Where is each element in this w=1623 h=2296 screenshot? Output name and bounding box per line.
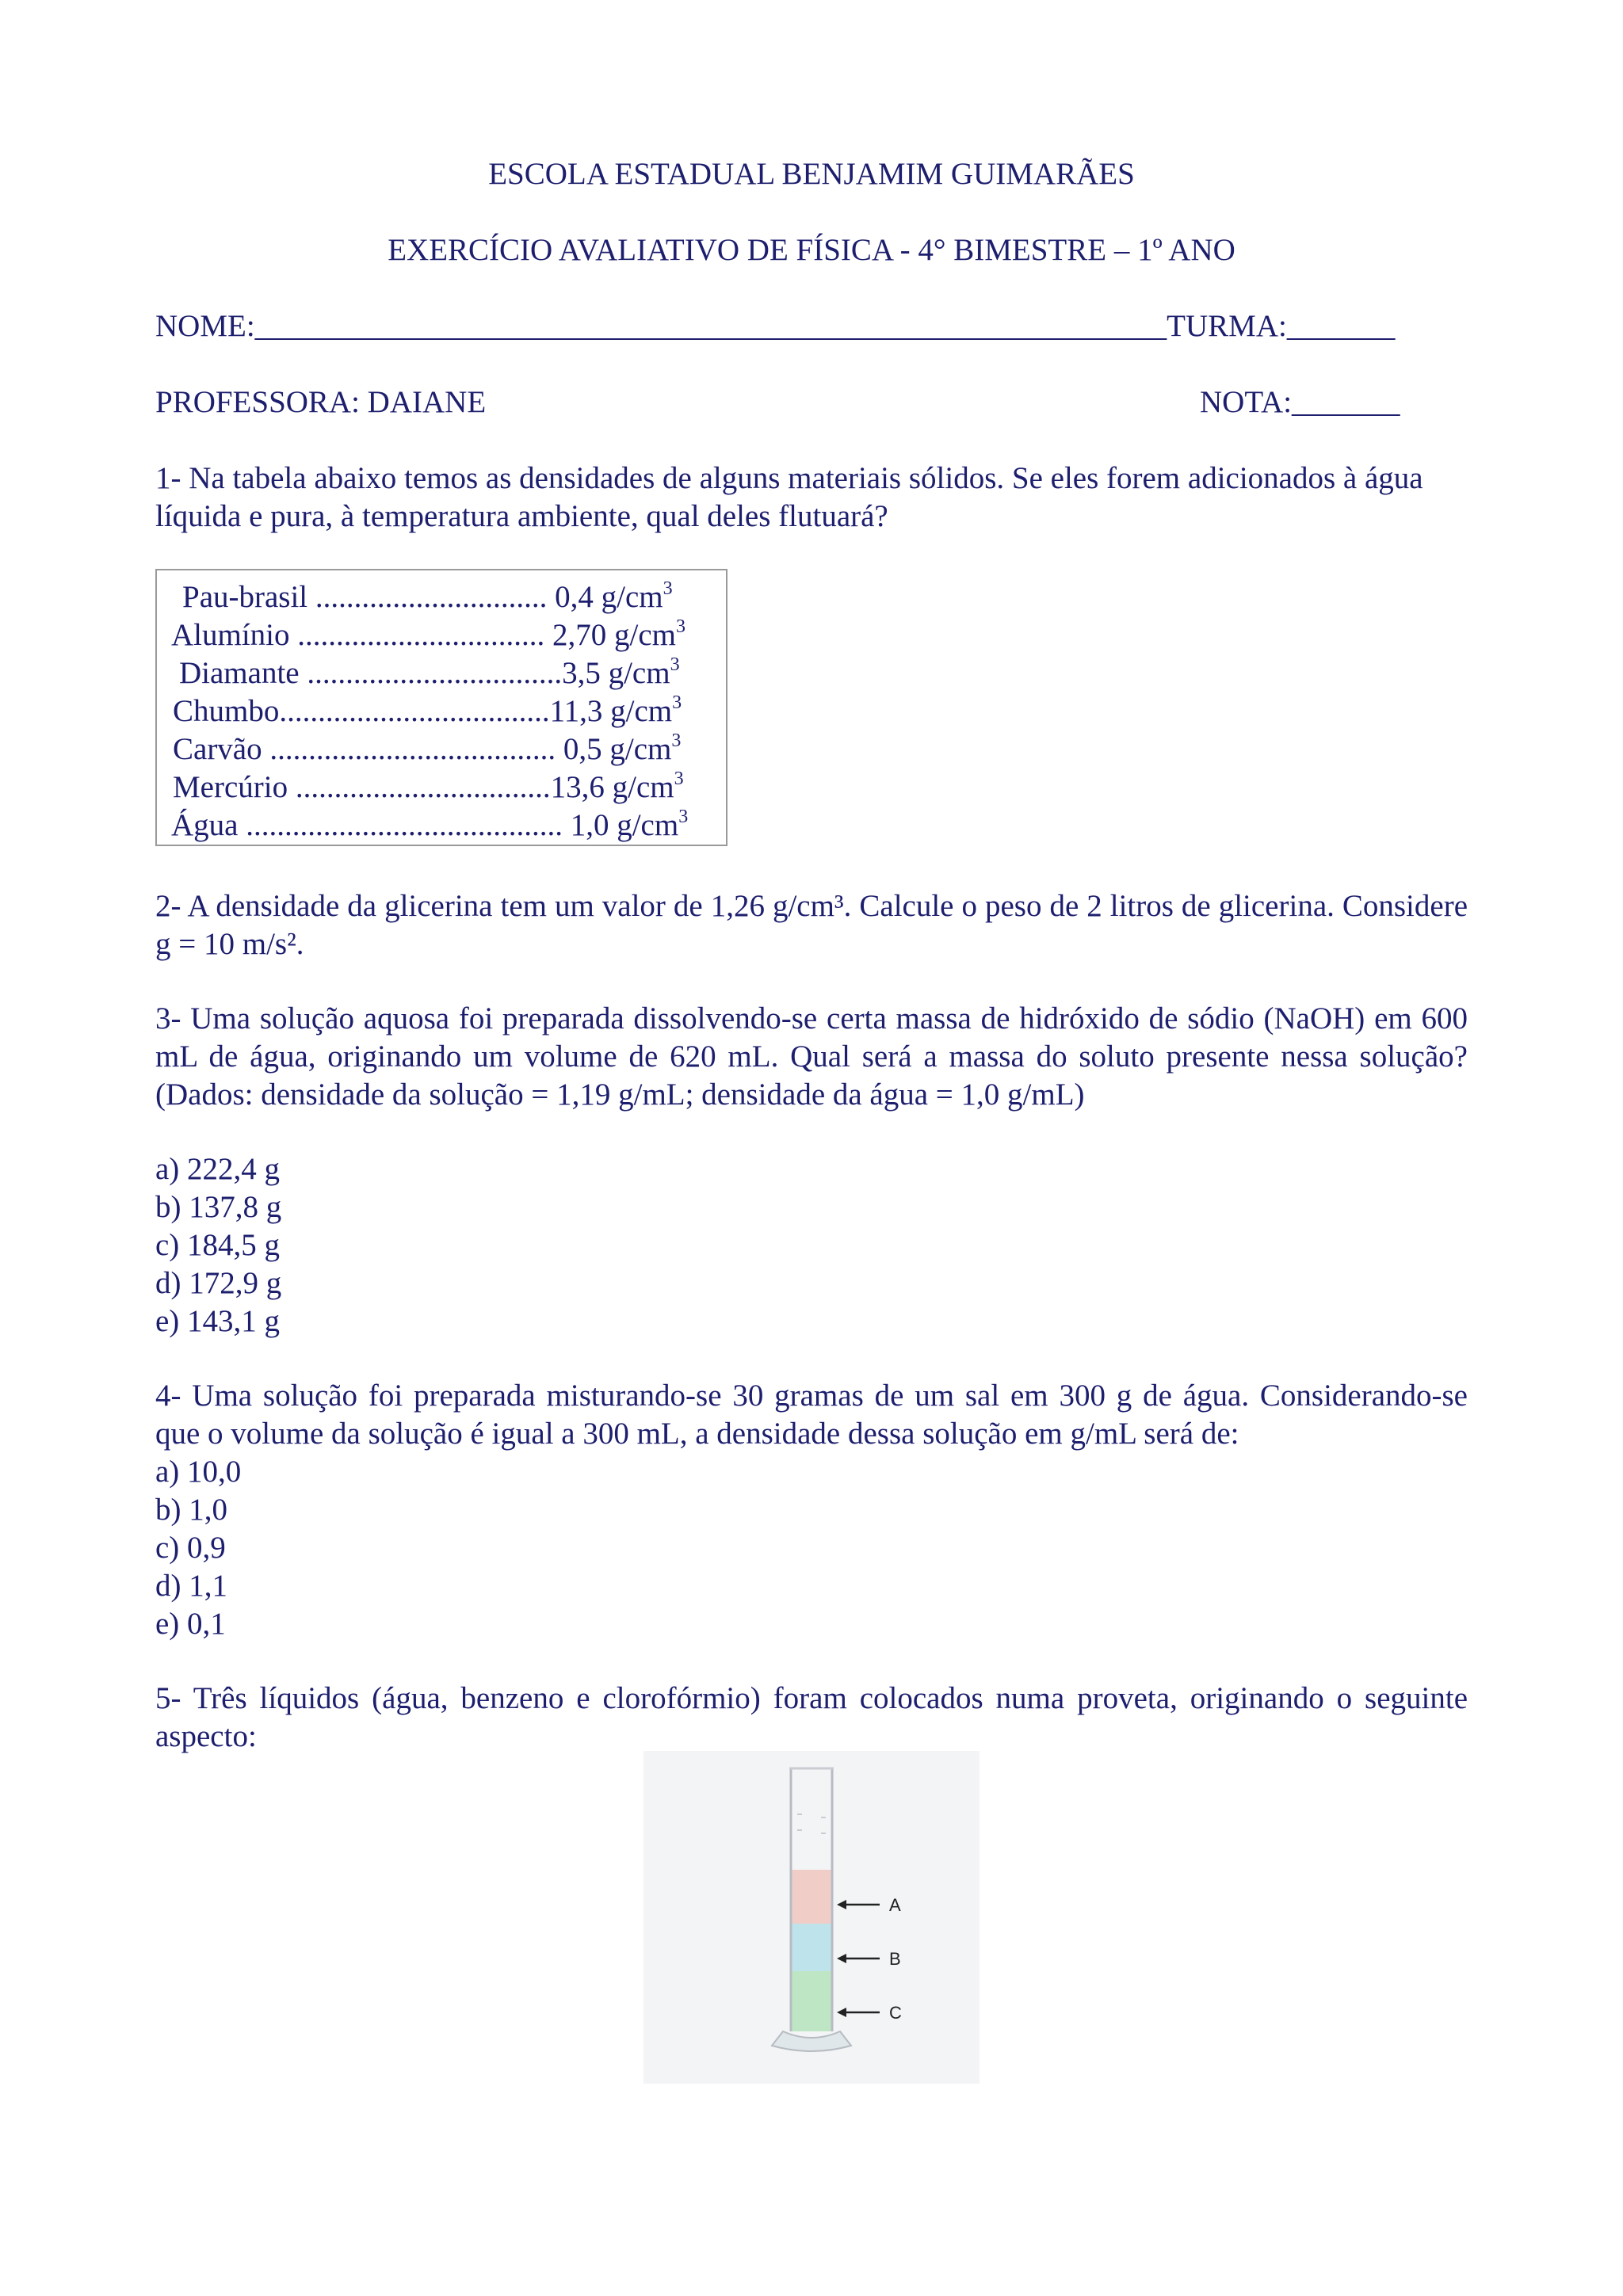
density-table [155, 569, 727, 846]
table-row: Carvão ..................................... 0,5 $g/cm^3$ [173, 730, 682, 766]
option-a: a) 222,4 g [155, 1152, 281, 1186]
question-1: 1- Na tabela abaixo temos as densidades de alguns materiais sólidos. Se eles forem adicionados à água líquida e pura, à temperatura ambiente, qual deles flutuará? [155, 461, 1423, 533]
school-name: ESCOLA ESTADUAL BENJAMIM GUIMARÃES [488, 157, 1135, 191]
table-row: Mercúrio .................................13,6 $g/cm^3$ [173, 769, 684, 804]
name-blank: ___________________________________________________________ [254, 309, 1167, 343]
layer-c [791, 1971, 832, 2031]
option-e: e) 0,1 [155, 1607, 226, 1641]
question-5: 5- Três líquidos (água, benzeno e clorofórmio) foram colocados numa proveta, originando o seguinte aspecto: [155, 1681, 1468, 1753]
table-row: Diamante .................................3,5 $g/cm^3$ [179, 654, 680, 690]
class-label: TURMA: [1167, 309, 1287, 343]
exercise-title: EXERCÍCIO AVALIATIVO DE FÍSICA - 4° BIMESTRE – 1º ANO [388, 233, 1235, 267]
option-b: b) 1,0 [155, 1493, 227, 1527]
option-a: a) 10,0 [155, 1455, 242, 1489]
option-b: b) 137,8 g [155, 1190, 282, 1224]
question-3-options [155, 1150, 281, 1341]
question-2: 2- A densidade da glicerina tem um valor de 1,26 g/cm³. Calcule o peso de 2 litros de glicerina. Considere g = 10 m/s². [155, 889, 1468, 961]
question-4-options [155, 1453, 241, 1643]
label-c: C [889, 2003, 902, 2023]
option-e: e) 143,1 g [155, 1304, 281, 1338]
teacher-line: PROFESSORA: DAIANE [155, 385, 487, 419]
class-blank: _______ [1286, 309, 1396, 343]
option-c: c) 0,9 [155, 1531, 226, 1565]
table-row: Pau-brasil .............................. 0,4 $g/cm^3$ [182, 578, 673, 614]
option-c: c) 184,5 g [155, 1228, 281, 1262]
table-row: Água ......................................... 1,0 $g/cm^3$ [171, 807, 689, 842]
grade-line [1200, 383, 1400, 421]
grade-label: NOTA: [1200, 385, 1293, 419]
table-row: Chumbo...................................11,3 $g/cm^3$ [173, 692, 682, 728]
option-d: d) 172,9 g [155, 1266, 282, 1300]
question-3: 3- Uma solução aquosa foi preparada dissolvendo-se certa massa de hidróxido de sódio (NaOH) em 600 mL de água, originando um volume de 620 mL. Qual será a massa do soluto presente nessa solução? (Dados: densidade da solução = 1,19 g/mL; densidade da água = 1,0 g/mL) [155, 1001, 1468, 1112]
name-line [155, 307, 1395, 345]
option-d: d) 1,1 [155, 1569, 227, 1603]
label-b: B [889, 1949, 901, 1969]
layer-b [791, 1924, 832, 1971]
name-label: NOME: [155, 309, 255, 343]
question-4: 4- Uma solução foi preparada misturando-se 30 gramas de um sal em 300 g de água. Considerando-se que o volume da solução é igual a 300 mL, a densidade dessa solução em g/mL será de: [155, 1379, 1468, 1451]
graduated-cylinder-icon [643, 1751, 980, 2084]
grade-blank: _______ [1292, 385, 1400, 419]
label-a: A [889, 1895, 901, 1915]
table-row: Alumínio ................................ 2,70 $g/cm^3$ [171, 616, 685, 652]
layer-a [791, 1870, 832, 1924]
graduated-cylinder-figure [643, 1751, 980, 2084]
